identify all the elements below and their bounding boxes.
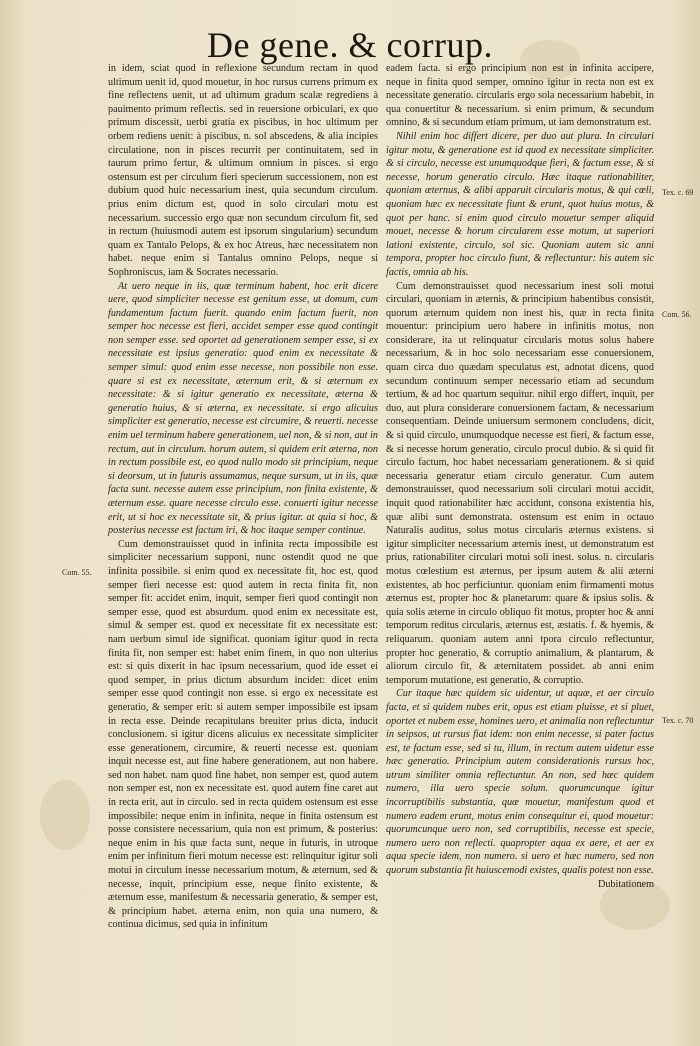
right-paragraph-2: Nihil enim hoc differt dicere, per duo aut plura. In circulari igitur motu, & generatione est id quod ex necessitate simpliciter. & si circulo, necesse est unumquodque fieri, & factum esse, & si necesse, horum generatio circulo. Hæc itaque rationabiliter, quoniam æternus, & alibi apparuit circularis motus, & qui cœli, quoniam hæc ex necessitate fiunt & erunt, quot huius motus, & quot per hanc. si enim quod circulo mouetur semper aliquid mouet, necesse & horum circularem esse motum, ut superiori lationi existente, circulo, sol sic. Quoniam autem sic anni tempora, propter hoc circulo fiunt, & reflectuntur: his autem sic factis, omnia ab his. bbox=[386, 130, 654, 278]
right-column bbox=[386, 62, 654, 891]
left-paragraph-3: Cum demonstrauisset quod in infinita recta impossibile est simpliciter necessarium supponi, nunc ostendit quod ne que infinita possibile. si enim quod ex necessitate fit, hoc est, quod semper fieri necesse est: quod autem in recta finita fit, non semper fit: accidet enim, inquit, semper fieri quod contingit non semper esse, quod est absurdum. quod enim ex necessitate est, simul & semper est. quod ex necessitate fit ex necessitate est: nam uerbum simul ide significat. quoniam igitur quod in recta finita fit, non semper est: habet enim finem, in quo non ulterius est: si quis dixerit in hac ipsum necessarium, quod ide esset ei quod semper, in prius dictum absurdum incidet: dicet enim semper esse quod contingit non esse. si ergo ex necessitate est generatio, & semper erit: si autem semper impossibile est ipsam in recta esse. Deinde recapitulans breuiter prius dicta, inducit conclusionem. si igitur dicens alicuius ex necessitate simpliciter esse generationem, circumire, & reuerti necesse est. quoniam inquit necesse est, aut fine habere generationem, aut non habere. sed non habet. nam quod fine habet, non semper est, quod autem non semper est, non ex necessitate est. quod autem fine caret aut in recta erit, aut in circulo. sed in recta quidem ostensum est esse impossibile: neque enim in infinita, neque in finita ostensum est posse consistere necessarium, quia non est primum, & posterius: neque enim in his quæ facta sunt, neque in futuris, in utroque enim per infinitum fieri motum necesse est: relinquitur igitur soli motui in circulum inesse necessarium motum, & æternum, sed & necesse, inquit, principium esse, neque finito existente, & æternum esse, manifestum & necessaria generatio, & semper est, & principium habet. æterna enim, non quia una numero, & continua dicimus, sed quia in infinitum bbox=[108, 538, 378, 931]
right-paragraph-3: Cum demonstrauisset quod necessarium inest soli motui circulari, quoniam in æternis, & principium habentibus consistit, quorum æternum quidem non inest his, quæ in recta finita mouentur: principium uero habere in infinitis motus, non considerare, ita ut relinquatur circularis motus solus habere necessarium, & in hoc solo necessariam esse conuersionem, quam circa duo quædam speculatus est, adnotat dicens, quod secundum continuum semper necessario etiam ad secundum tertium, & ad hoc quartum sequitur. nihil ergo differt, inquit, per duo, aut plura considerare conuersionem factam, & necessarium consequentiam. Deinde uniuersum sermonem concludens, dicit, & si quid circulo, unumquodque necesse est fieri, & factum esse, & si necesse horum generatio, circulo procul dubio. & si quid fit circulo factum, hoc habet necessariam generationem. & si quid necessaria generatur etiam circulo generatur. Cum autem demonstrauisset, quod necessarium soli circulari motui accidit, inquit quod rationabiliter hæc accidunt, consona existentia his, quæ alibi sunt demonstrata. ostensum est enim in octauo Naturalis auditus, solus motus circularis æternus existens. si igitur simpliciter necessarium æternis inest, ut demonstratum est prius, rationabiliter circulari motui soli inest. solus. n. circularis motus cœlestium est æternus, per ipsum autem & alii æterni existentes, ab hoc perficiuntur. quoniam enim firmamenti motus æternus est, propter hoc & planetarum: quare & ipsius solis. & quia solis æterne in circulo obliquo fit motus, propter hoc & anni temporum reditus circularis, æternus est, æstatis. f. & hyemis, & reliquarum. quoniam autem anni tpora circulo reflectuntur, propter hoc generatio, & corruptio animalium, & plantarum, & aliorum circulo fit, & æternitatem possidet. ab anni enim temporum mutatione, est generatio, & corruptio. bbox=[386, 280, 654, 686]
margin-note-left: Com. 55. bbox=[62, 568, 92, 577]
left-column bbox=[108, 62, 378, 932]
margin-note-right-2: Com. 56. bbox=[662, 310, 692, 319]
running-head: De gene. & corrup. bbox=[207, 25, 493, 65]
right-paragraph-4: Cur itaque hæc quidem sic uidentur, ut aquæ, et aer circulo facta, et si quidem nubes erit, opus est etiam pluisse, et si pluet, oportet et nubem esse, homines uero, et animalia non reflectuntur in seipsos, ut rursus fiat idem: non enim necesse, si pater factus est, te factum esse, sed si tu, illum, in rectum autem uidetur esse hæc generatio. Principium autem considerationis rursus hoc, utrum similiter omnia reflectuntur. An non, sed hæc quidem numero, illa uero specie solum. quorumcunque igitur incorruptibilis substantia, quæ mouetur, manifestum quod et numero eadem erunt, motus enim consequitur ei, quod mouetur: quorumcunque uero non, sed corruptibilis, necesse est specie, numero uero non reflecti. quapropter aqua ex aere, et aer ex aqua specie idem, non numero. si uero et hæc numero, sed non quorum substantia fit huiuscemodi existes, qualis potest non esse. bbox=[386, 688, 654, 877]
left-paragraph-2: At uero neque in iis, quæ terminum habent, hoc erit dicere uere, quod simpliciter necesse est genitum esse, ut domum, cum fundamentum factum fuerit. quando enim factum fuerit, non semper hoc necesse est fieri, accidet semper esse quod contingit non semper esse. sed oportet ad generationem semper esse, si ex necessitate est ipsius generatio: quod enim ex necessitate & semper simul: quod enim esse necesse, non possibile non esse. quare si est ex necessitate, æternum erit, & si æternum ex necessitate: & si igitur generatio ex necessitate, æterna & generatio huius, & si æterna, ex necessitate. si ergo alicuius simpliciter est generatio, necesse est circumire, & reuerti. necesse enim uel terminum habere generationem, uel non, & si non, aut in rectum, aut in circulum. horum autem, si quidem erit æterna, non in rectum possibile est, eo quod nullo modo sit principium, neque si deorsum, ut in futuris assumamus, neque sursum, ut in iis, quæ facta sunt. necesse autem esse principium, non finita existente, & æternum esse. quare necesse circulo esse. conuerti igitur necesse erit, ut si hoc ex necessitate sit, & prius igitur. at quia si hoc, & posterius necesse est factum iri, & hoc itaque semper continue. bbox=[108, 280, 378, 537]
paper-stain bbox=[40, 780, 90, 850]
right-paragraph-1: eadem facta. si ergo principium non est in infinita accipere, neque in finita quod semper, omnino igitur in recta non est ex necessitate generatio. circularis ergo sola necessarium habebit, in qua conuertitur & necessarium. si enim primum, & secundum omnino, & si secundum etiam primum, ut iam demonstratum est. bbox=[386, 63, 654, 129]
margin-note-right-1: Tex. c. 69 bbox=[662, 188, 694, 197]
catchword: Dubitationem bbox=[597, 878, 654, 890]
margin-note-right-3: Tex. c. 70 bbox=[662, 716, 694, 725]
left-paragraph-1: in idem, sciat quod in reflexione secundum rectam in quod ultimum uenit id, quod mouetur, in hoc rursus currens primum ex fine reflectens uenit, ut ad ultimum gradum scalæ regrediens à pauimento primum reflectis. sed in reuersione orbiculari, ex quo primum discessit, uerbi gratia ex piscibus, in hoc ultimum per orbem rediens uenit: à piscibus, n. sol abscedens, & alia incipies circulatione, non in pisces recurrit per continuitatem, sed in taurum primo fertur, & ultimum omnium in pisces. si ergo ostensum est per circulum fieri specierum successionem, non est dubium quod huic necessarium inest, quia secundum circulum. prius enim dictum est, quod in solo circulari motu est necessarium. successio ergo quæ non secundum circulum fit, sed in rectum (huiusmodi autem est ipsorum singularium) secundum quam ex Tantalo Pelops, & ex hoc Atreus, hæc necessitatem non habet. neque enim si Tantalus omnino Pelops, neque si Sophroniscus, iam & Socrates necessario. bbox=[108, 63, 378, 278]
